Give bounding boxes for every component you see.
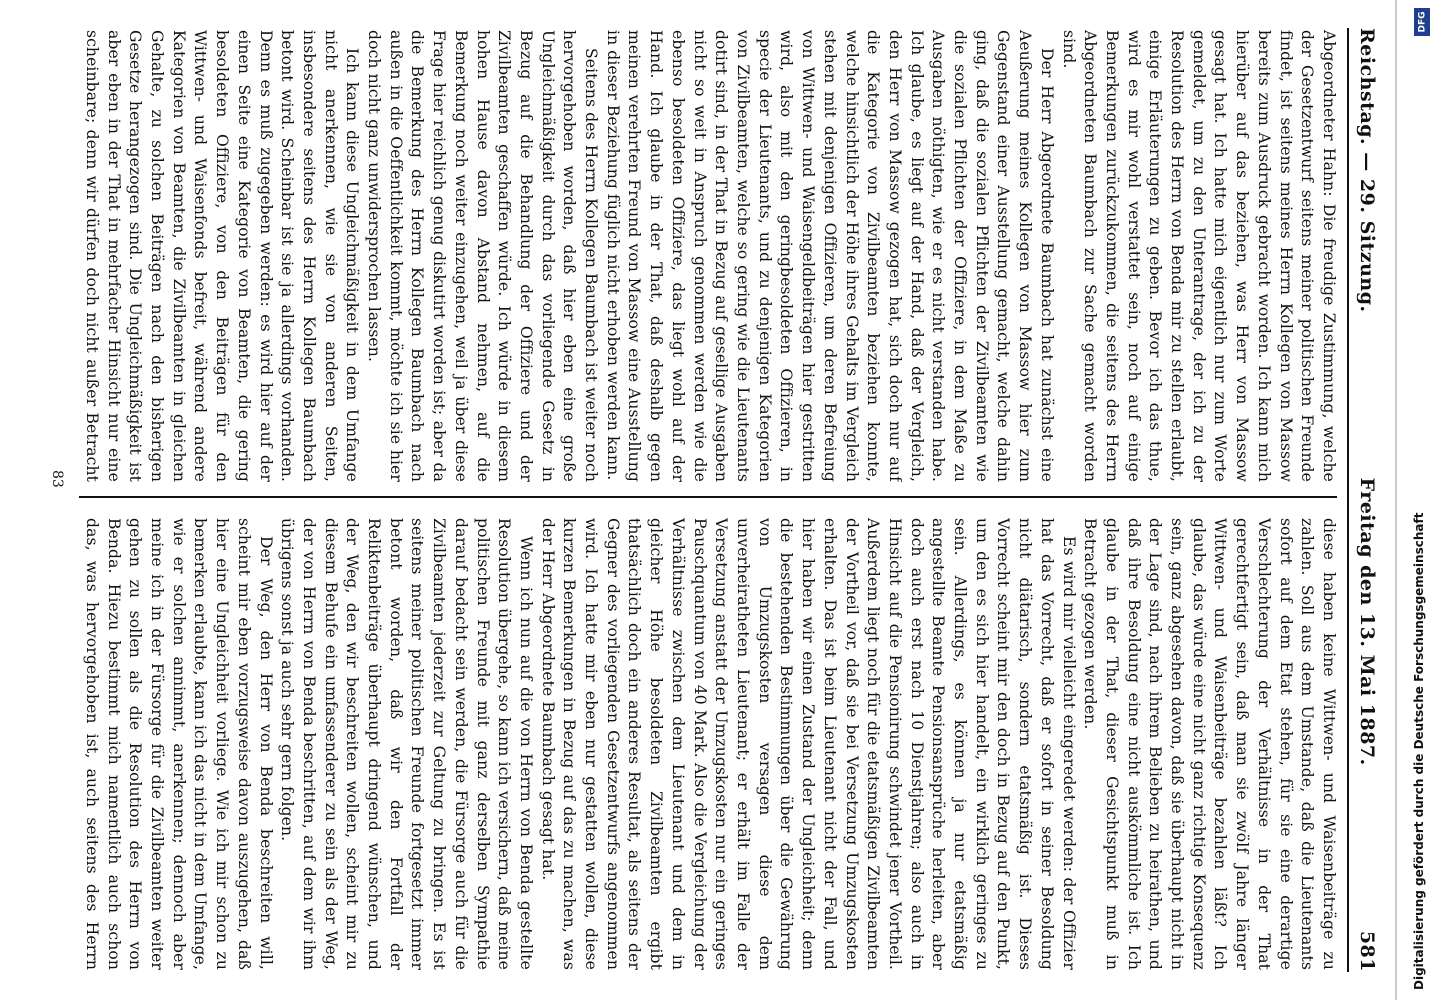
page-number: 581 — [1356, 930, 1378, 972]
paragraph: Abgeordneter Hahn: Die freudige Zustimmung, welche der Gesetzentwurf seitens meiner politischen Freunde findet, ist seitens meines Herrn Kollegen von Massow bereits zum Ausdruck gebracht worden. Ich kann mich hierüber auf das beziehen, was Herr von Massow gesagt hat. Ich hatte mich eigentlich nur zum Worte gemeldet, um zu den Unterantrage, der ich zu der Resolution des Herrn von Benda mir zu stellen erlaubt, einige Erläuterungen zu geben. Bevor ich das thue, wird es mir wohl verstattet sein, noch auf einige Bemerkungen zurückzukommen, die seitens des Herrn Abgeordneten Baumbach zur Sache gemacht worden sind. — [1059, 30, 1338, 482]
right-column — [79, 518, 1339, 970]
paragraph: Ich kann diese Ungleichmäßigkeit in dem Umfange nicht anerkennen, wie sie von anderen Seiten, insbesondere seitens des Herrn Kollegen Baumbach betont wird. Scheinbar ist sie ja allerdings vorhanden. Denn es muß zugegeben werden: es wird hier auf der einen Seite eine Kategorie von Beamten, die gering besoldeten Offiziere, von den Beiträgen für den Wittwen- und Waisenfonds befreit, während andere Kategorien von Beamten, die Zivilbeamten in gleichen Gehalte, zu solchen Beiträgen nach den bisherigen Gesetze herangezogen sind. Die Ungleichmäßigkeit ist aber eben in der That in mehrfacher Hinsicht nur eine scheinbare; denn wir dürfen doch nicht außer Betracht — [82, 30, 362, 482]
rotated-page — [33, 0, 1395, 1000]
paragraph: diese haben keine Wittwen- und Waisenbeiträge zu zahlen. Soll aus dem Umstande, daß die Lieutenants sofort auf dem Etat stehen, für sie eine derartige Verschlechterung der Verhältnisse in der That gerechtfertigt sein, daß man sie zwölf Jahre länger Wittwen- und Waisenbeiträge bezahlen läßt? Ich glaube, das würde eine nicht ganz richtige Konsequenz sein, ganz abgesehen davon, daß sie überhaupt nicht in der Lage sind, nach ihrem Belieben zu heirathen, und daß ihre Besoldung eine nicht auskömmliche ist. Ich glaube in der That, dieser Gesichtspunkt muß in Betracht gezogen werden. — [1081, 518, 1338, 970]
paragraph: Der Herr Abgeordnete Baumbach hat zunächst eine Aeußerung meines Kollegen von Massow hier zum Gegenstand einer Ausstellung gemacht, welche dahin ging, daß die sozialen Pflichten der Zivilbeamten wie die sozialen Pflichten der Offiziere, in dem Maße zu Ausgaben nöthigten, wie er es nicht verstanden habe. Ich glaube, es liegt auf der Hand, daß der Vergleich, den Herr von Massow gezogen hat, sich doch nur auf die Kategorie von Zivilbeamten beziehen konnte, welche hinsichtlich der Höhe ihres Gehalts im Vergleich stehen mit denjenigen Offizieren, um deren Befreiung von Wittwen- und Waisengeldbeiträgen hier gestritten wird, also mit den geringbesoldeten Offizieren, in specie der Lieutenants, und zu denjenigen Kategorien von Zivilbeamten, welche so gering wie die Lieutenants dotirt sind, in der That in Bezug auf gesellige Ausgaben nicht so weit in Anspruch genommen werden wie die ebenso besoldeten Offiziere, das liegt wohl auf der Hand. Ich glaube in der That, daß deshalb gegen meinen verehrten Freund von Massow eine Ausstellung in dieser Beziehung füglich nicht erhoben werden kann. — [603, 30, 1056, 482]
digitization-credit: Digitalisierung gefördert durch die Deutsche Forschungsgemeinschaft — [1412, 512, 1426, 990]
left-column — [79, 30, 1339, 482]
column-divider — [79, 496, 1337, 498]
header-left: Reichstag. — 29. Sitzung. — [1356, 28, 1378, 313]
scan-edge — [1395, 0, 1397, 1000]
paragraph: Wenn ich nun auf die von Herrn von Benda gestellte Resolution übergehe, so kann ich versichern, daß meine politischen Freunde mit ganz derselben Sympathie darauf bedacht sein werden, die Fürsorge auch für die Zivilbeamten jederzeit zur Geltung zu bringen. Es ist seitens meiner politischen Freunde fortgesetzt immer betont worden, daß wir den Fortfall der Reliktenbeiträge überhaupt dringend wünschen, und der Weg, den wir beschreiten wollen, scheint mir zu diesem Behufe ein umfassenderer zu sein als der Weg, der von Herrn von Benda beschritten, auf dem wir ihm übrigens sonst ja auch sehr gern folgen. — [278, 518, 535, 970]
paragraph: Es wird mir vielleicht eingeredet werden: der Offizier hat das Vorrecht, daß er sofort in seiner Besoldung nicht diätarisch, sondern etatsmäßig ist. Dieses Vorrecht scheint mir den doch in Bezug auf den Punkt, um den es sich hier handelt, ein wirklich geringes zu sein. Allerdings, es können ja nur etatsmäßig angestellte Beamte Pensionsansprüche herleiten, aber doch auch erst nach 10 Dienstjahren; also auch in Hinsicht auf die Pensionirung schwindet jener Vortheil. Außerdem liegt noch für die etatsmäßigen Zivilbeamten der Vortheil vor, daß sie bei Versetzung Umzugskosten erhalten. Das ist beim Lieutenant nicht der Fall, und hier haben wir einen Zustand der Ungleichheit; denn die bestehenden Bestimmungen über die Gewährung von Umzugskosten versagen diese dem unverheiratheten Lieutenant; er erhält im Falle der Versetzung anstatt der Umzugskosten nur ein geringes Pauschquantum von 40 Mark. Also die Vergleichung der Verhältnisse zwischen dem Lieutenant und dem in gleicher Höhe besoldeten Zivilbeamten ergibt thatsächlich doch ein anderes Resultat, als seitens der Gegner des vorliegenden Gesetzentwurfs angenommen wird. Ich hatte mir eben nur gestatten wollen, diese kurzen Bemerkungen in Bezug auf das zu machen, was der Herr Abgeordnete Baumbach gesagt hat. — [538, 518, 1078, 970]
page-header — [1347, 28, 1385, 972]
dfg-logo-text: DFG — [1417, 11, 1428, 33]
header-center: Freitag den 13. Mai 1887. — [1356, 477, 1378, 766]
paragraph: Der Weg, den Herr von Benda beschreiten will, scheint mir eben vorzugsweise davon auszugehen, daß hier eine Ungleichheit vorliege. Wie ich mir schon zu bemerken erlaubte, kann ich das nicht in dem Umfange, wie er solchen annimmt, anerkennen; dennoch aber meine ich in der Fürsorge für die Zivilbeamten weiter gehen zu sollen als die Resolution des Herrn von Benda. Hiezu bestimmt mich namentlich auch schon das, was hervorgehoben ist, auch seitens des Herrn — [82, 518, 275, 970]
signature-mark: 83 — [49, 470, 65, 488]
paragraph: Seitens des Herrn Kollegen Baumbach ist weiter noch hervorgehoben worden, daß hier eben eine große Ungleichmäßigkeit durch das vorliegende Gesetz in Bezug auf die Behandlung der Offiziere und der Zivilbeamten geschaffen würde. Ich würde in diesem hohen Hause davon Abstand nehmen, auf die Bemerkung noch weiter einzugehen, weil ja über diese Frage hier reichlich genug diskutirt worden ist; aber da die Bemerkung des Herrn Kollegen Baumbach nach außen in die Oeffentlichkeit kommt, möchte ich sie hier doch nicht ganz unwidersprochen lassen. — [365, 30, 601, 482]
